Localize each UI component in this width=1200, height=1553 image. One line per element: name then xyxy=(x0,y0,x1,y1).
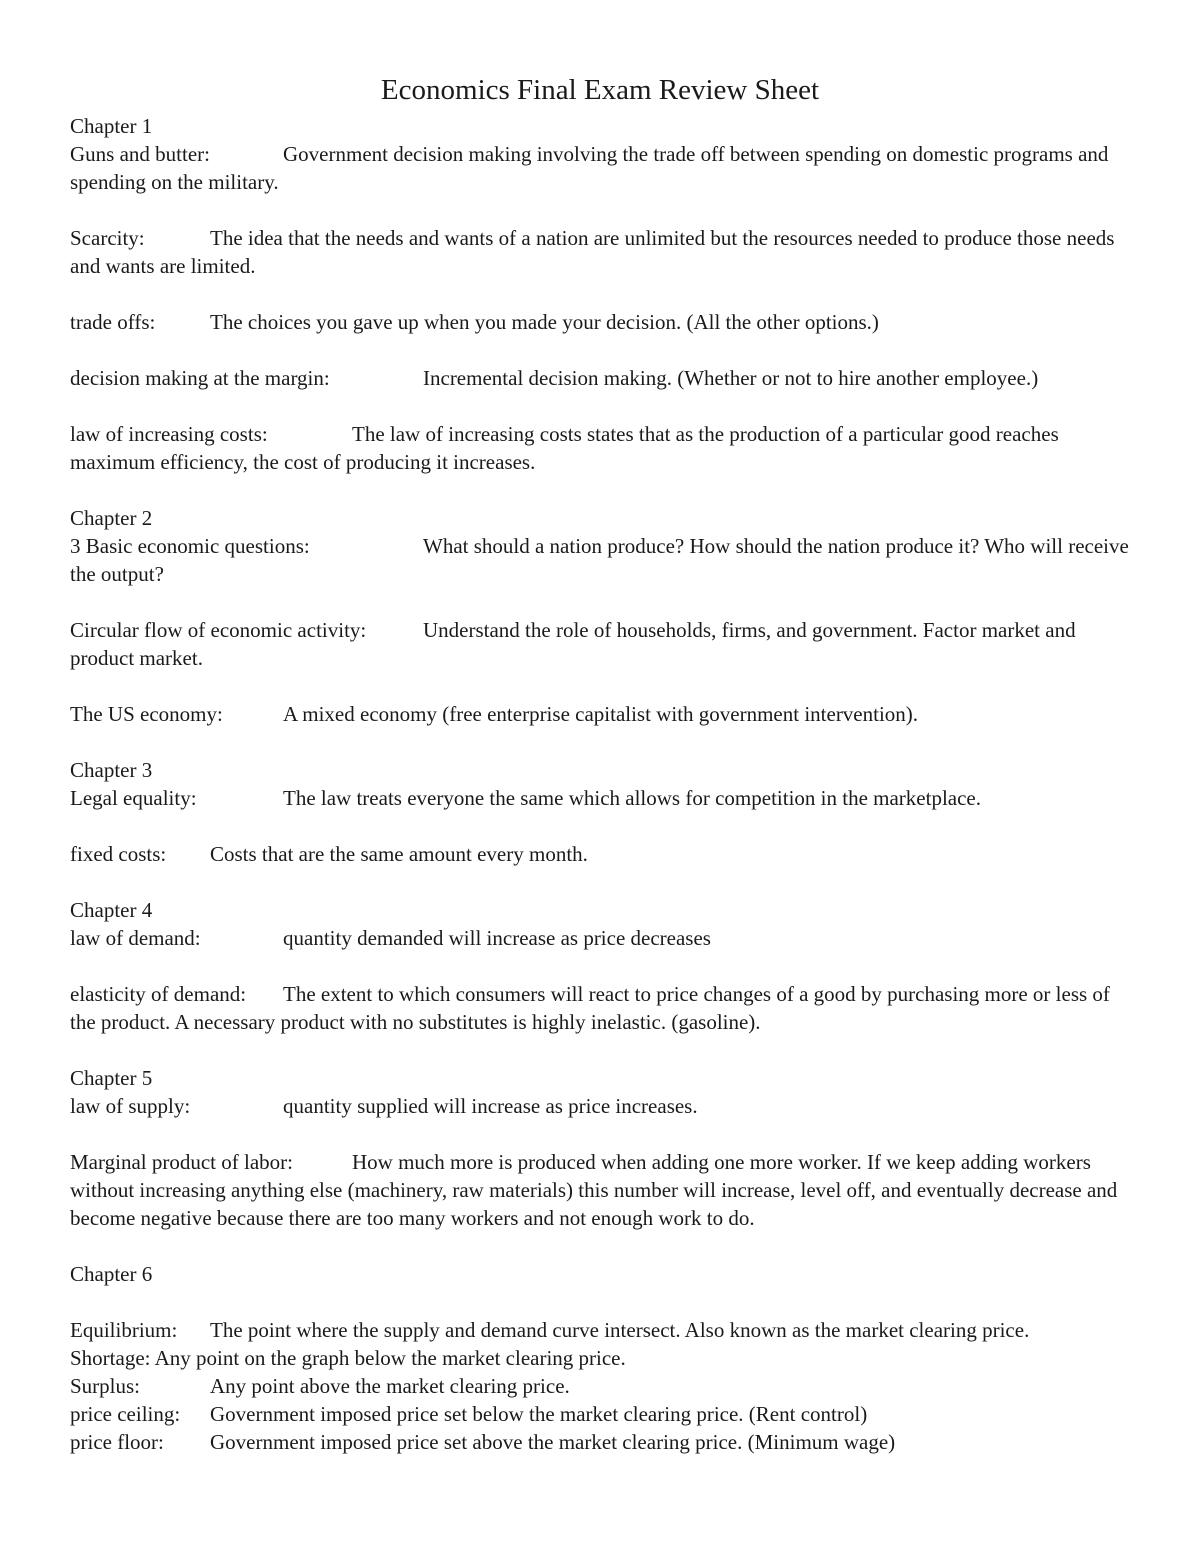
glossary-entry xyxy=(70,980,1130,1036)
chapter-heading: Chapter 6 xyxy=(70,1262,153,1286)
chapter-heading: Chapter 2 xyxy=(70,506,153,530)
entry-definition: The idea that the needs and wants of a nation are unlimited but the resources needed to produce those needs and wants are limited. xyxy=(70,226,1115,278)
entry-term: Guns and butter: xyxy=(70,142,210,166)
entry-term: Equilibrium: xyxy=(70,1318,178,1342)
entry-definition: A mixed economy (free enterprise capitalist with government intervention). xyxy=(283,702,919,726)
entry-definition: Government decision making involving the trade off between spending on domestic programs and spending on the military. xyxy=(70,142,1109,194)
entry-term: Legal equality: xyxy=(70,786,197,810)
entry-definition: Understand the role of households, firms, and government. Factor market and product market. xyxy=(70,618,1076,670)
entry-term: Circular flow of economic activity: xyxy=(70,618,367,642)
entry-definition: How much more is produced when adding one more worker. If we keep adding workers without increasing anything else (machinery, raw materials) this number will increase, level off, and eventually decrease and become negative because there are too many workers and not enough work to do. xyxy=(70,1150,1118,1230)
entry-term: Shortage: xyxy=(70,1346,151,1370)
glossary-entry xyxy=(70,140,1130,196)
entry-term: Marginal product of labor: xyxy=(70,1150,293,1174)
glossary-entry xyxy=(70,364,1130,392)
document-page xyxy=(70,70,1130,1456)
entry-definition: The extent to which consumers will react to price changes of a good by purchasing more or less of the product. A necessary product with no substitutes is highly inelastic. (gasoline). xyxy=(70,982,1110,1034)
entry-definition: Incremental decision making. (Whether or not to hire another employee.) xyxy=(423,366,1039,390)
entry-definition: quantity supplied will increase as price increases. xyxy=(283,1094,698,1118)
entry-term: law of supply: xyxy=(70,1094,191,1118)
glossary-entry xyxy=(70,924,1130,952)
glossary-entry xyxy=(70,784,1130,812)
chapter-heading: Chapter 5 xyxy=(70,1066,153,1090)
entry-definition: quantity demanded will increase as price decreases xyxy=(283,926,711,950)
entry-term: Surplus: xyxy=(70,1374,141,1398)
glossary-entry xyxy=(70,308,1130,336)
entry-definition: The point where the supply and demand curve intersect. Also known as the market clearing price. xyxy=(210,1318,1030,1342)
glossary-entry xyxy=(70,420,1130,476)
entry-term: decision making at the margin: xyxy=(70,366,330,390)
entry-definition: Any point on the graph below the market clearing price. xyxy=(154,1346,626,1370)
entry-term: The US economy: xyxy=(70,702,223,726)
entry-definition: The law of increasing costs states that as the production of a particular good reaches maximum efficiency, the cost of producing it increases. xyxy=(70,422,1059,474)
entry-term: fixed costs: xyxy=(70,842,167,866)
entry-definition: The choices you gave up when you made your decision. (All the other options.) xyxy=(210,310,879,334)
glossary-entry xyxy=(70,1092,1130,1120)
entry-term: law of demand: xyxy=(70,926,201,950)
glossary-entry xyxy=(70,224,1130,280)
entry-definition: The law treats everyone the same which allows for competition in the marketplace. xyxy=(283,786,981,810)
entry-term: Scarcity: xyxy=(70,226,145,250)
entry-term: 3 Basic economic questions: xyxy=(70,534,310,558)
glossary-entry xyxy=(70,1428,1130,1456)
entry-definition: Costs that are the same amount every month. xyxy=(210,842,588,866)
glossary-entry xyxy=(70,840,1130,868)
entry-definition: Government imposed price set below the market clearing price. (Rent control) xyxy=(210,1402,868,1426)
glossary-entry xyxy=(70,700,1130,728)
chapter-heading: Chapter 4 xyxy=(70,898,153,922)
glossary-entry xyxy=(70,616,1130,672)
glossary-entry xyxy=(70,1372,1130,1400)
page-title: Economics Final Exam Review Sheet xyxy=(380,74,820,106)
glossary-entry xyxy=(70,1400,1130,1428)
entry-term: law of increasing costs: xyxy=(70,422,268,446)
entry-term: elasticity of demand: xyxy=(70,982,247,1006)
glossary-entry xyxy=(70,1316,1130,1344)
entry-term: price ceiling: xyxy=(70,1402,181,1426)
entry-definition: What should a nation produce? How should the nation produce it? Who will receive the output? xyxy=(70,534,1129,586)
entry-definition: Any point above the market clearing price. xyxy=(210,1374,570,1398)
glossary-entry xyxy=(70,1344,1130,1372)
glossary-entry xyxy=(70,1148,1130,1232)
chapter-heading: Chapter 3 xyxy=(70,758,153,782)
entry-definition: Government imposed price set above the market clearing price. (Minimum wage) xyxy=(210,1430,896,1454)
glossary-entry xyxy=(70,532,1130,588)
entry-term: trade offs: xyxy=(70,310,156,334)
entry-term: price floor: xyxy=(70,1430,164,1454)
chapter-heading: Chapter 1 xyxy=(70,114,153,138)
